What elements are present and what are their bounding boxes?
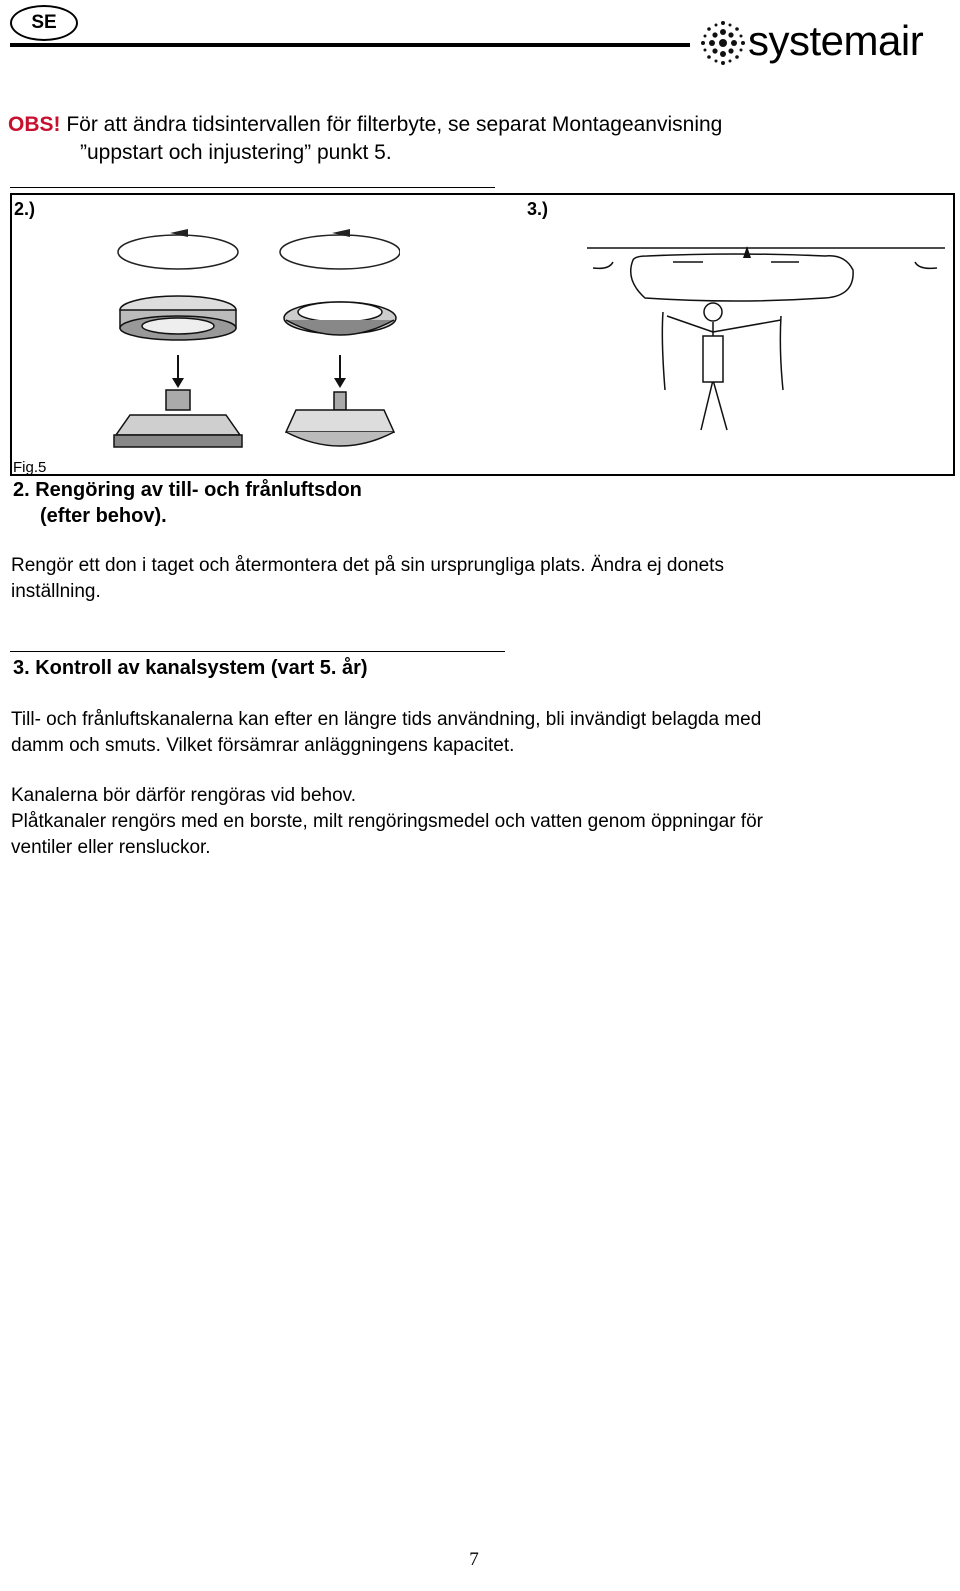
section-3-para1-line2: damm och smuts. Vilket försämrar anläggningens kapacitet. (11, 735, 515, 756)
section-3-para2-line2: Plåtkanaler rengörs med en borste, milt rengöringsmedel och vatten genom öppningar för (11, 811, 763, 832)
section-3-para2-line3: ventiler eller rensluckor. (11, 837, 211, 858)
language-badge: SE (10, 5, 78, 41)
obs-text-line2: ”uppstart och injustering” punkt 5. (80, 141, 392, 164)
logo-dots-icon (700, 18, 746, 68)
section-2-title-line1: 2. Rengöring av till- och frånluftsdon (13, 479, 362, 501)
separator-rule (10, 187, 495, 188)
duct-cleaning-illustration (585, 240, 950, 450)
obs-note (8, 111, 722, 167)
section-2-body-line1: Rengör ett don i taget och återmontera det på sin ursprungliga plats. Ändra ej donets (11, 555, 724, 576)
section-2-title (13, 477, 362, 529)
section-3-rule (10, 651, 505, 652)
section-2-body-line2: inställning. (11, 581, 101, 602)
section-2-body (11, 553, 724, 605)
obs-text-line1: För att ändra tidsintervallen för filterbyte, se separat Montageanvisning (66, 113, 723, 136)
section-3-para1-line1: Till- och frånluftskanalerna kan efter en längre tids användning, bli invändigt belagda med (11, 709, 762, 730)
systemair-logo (700, 18, 940, 68)
header-rule (10, 43, 690, 47)
section-3-title: 3. Kontroll av kanalsystem (vart 5. år) (13, 657, 368, 679)
figure-label-2: 2.) (14, 199, 36, 219)
section-3-para2 (11, 783, 763, 861)
section-3-para1 (11, 707, 761, 759)
obs-label: OBS! (8, 113, 61, 136)
section-2-title-line2: (efter behov). (40, 505, 167, 527)
figure-label-3: 3.) (527, 199, 549, 219)
brand-name: systemair (748, 17, 924, 64)
valve-cleaning-illustration (100, 220, 400, 460)
page-number: 7 (469, 1549, 479, 1570)
section-3-para2-line1: Kanalerna bör därför rengöras vid behov. (11, 785, 357, 806)
figure-caption: Fig.5 (13, 459, 47, 476)
